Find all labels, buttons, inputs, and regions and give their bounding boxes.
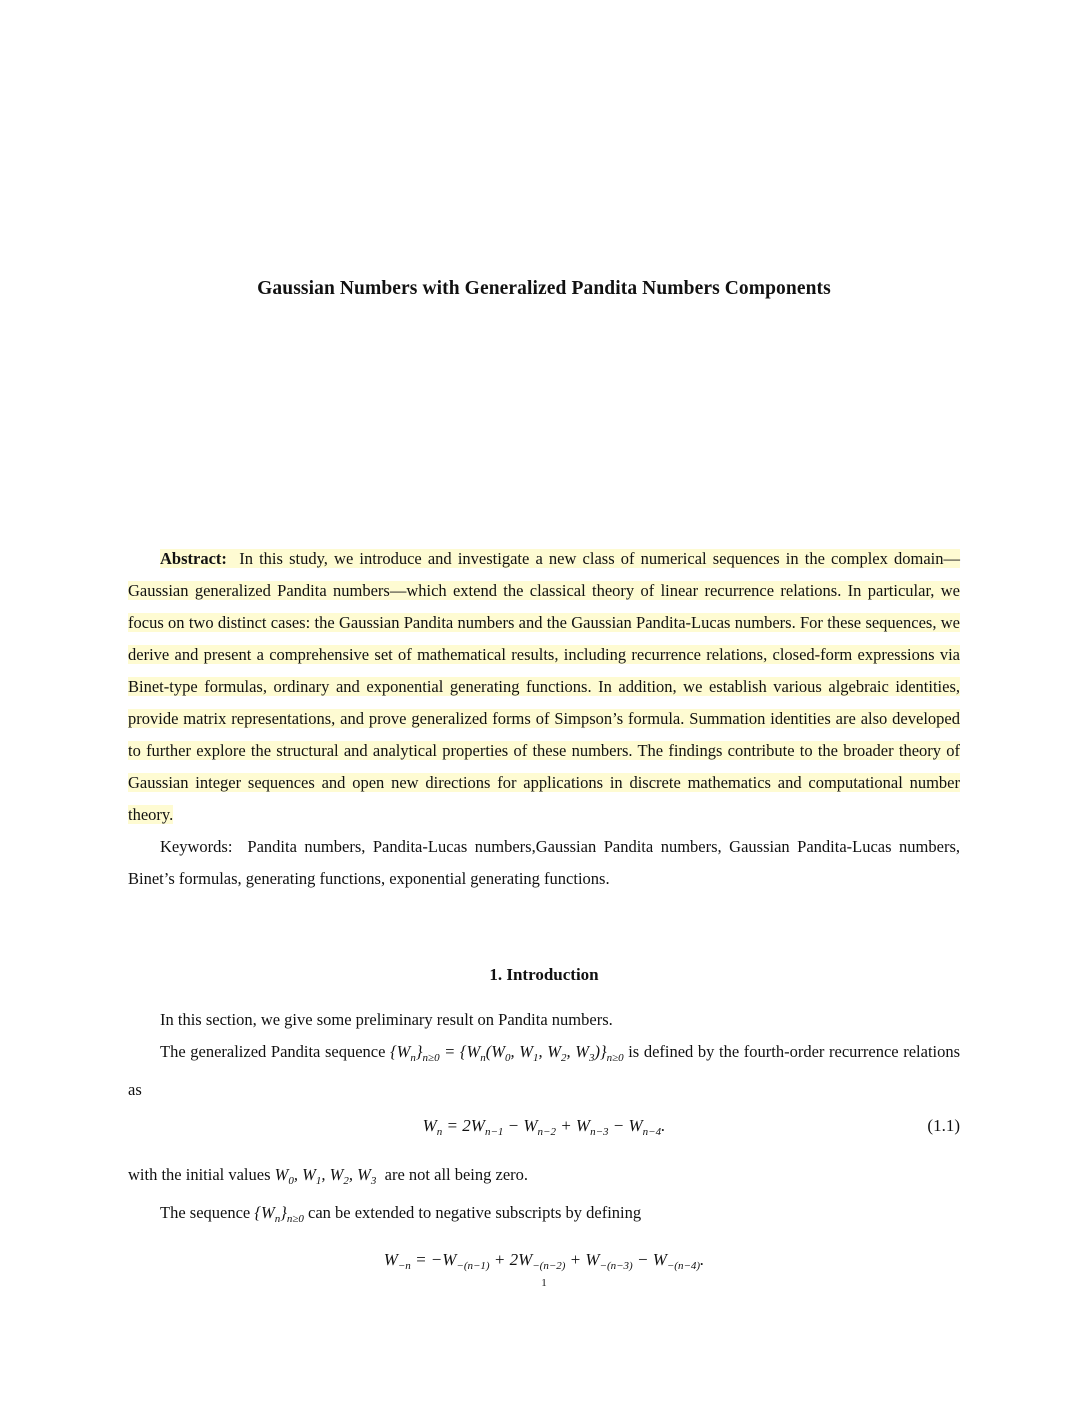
keywords-label: Keywords: (160, 837, 233, 856)
negative-subscripts-paragraph: The sequence $\{W_n\}_{n\ge 0}$ can be extended to negative subscripts by defining (160, 1203, 642, 1225)
equation-negative-body: $W_{-n} = -W_{-(n-1)} + 2W_{-(n-2)} + W_{-(n-3)} - W_{-(n-4)}$. (383, 1250, 705, 1272)
intro-paragraph-1: In this section, we give some preliminary result on Pandita numbers. (160, 1010, 613, 1029)
keywords-text: Pandita numbers, Pandita-Lucas numbers,Gaussian Pandita numbers, Gaussian Pandita-Lucas numbers, Binet’s formulas, generating functions, exponential generating functions. (128, 837, 960, 888)
abstract-paragraph (128, 543, 960, 831)
intro-paragraph-2: The generalized Pandita sequence $\{W_n\}_{n\ge 0} = \{W_n(W_0$, $W_1$, $W_2$, $W_3)\}_{n\ge 0}$ is defined by the fourth-order recurrence relations as (128, 1042, 961, 1099)
initial-values-paragraph: with the initial values $W_0$, $W_1$, $W_2$, $W_3$ are not all being zero. (128, 1165, 529, 1187)
equation-1-1 (128, 1116, 960, 1138)
section-heading-introduction: 1. Introduction (489, 965, 599, 984)
introduction-block (128, 1004, 960, 1106)
after-equation-block (128, 1159, 960, 1235)
page-number: 1 (541, 1277, 547, 1289)
sequence-notation: $\{W_n\}_{n\ge 0} = \{W_n(W_0$, $W_1$, $W_2$, $W_3)\}_{n\ge 0}$ (390, 1042, 624, 1064)
equation-negative (128, 1250, 960, 1272)
abstract-label: Abstract: (160, 549, 227, 568)
abstract-block (128, 543, 960, 895)
equation-1-1-body: $W_n = 2W_{n-1} - W_{n-2} + W_{n-3} - W_{n-4}$. (422, 1116, 666, 1138)
equation-number: (1.1) (927, 1116, 960, 1135)
keywords-paragraph (128, 831, 960, 895)
abstract-text: In this study, we introduce and investigate a new class of numerical sequences in the complex domain—Gaussian generalized Pandita numbers—which extend the classical theory of linear recurrence relations. In particular, we focus on two distinct cases: the Gaussian Pandita numbers and the Gaussian Pandita-Lucas numbers. For these sequences, we derive and present a comprehensive set of mathematical results, including recurrence relations, closed-form expressions via Binet-type formulas, ordinary and exponential generating functions. In addition, we establish various algebraic identities, provide matrix representations, and prove generalized forms of Simpson’s formula. Summation identities are also developed to further explore the structural and analytical properties of these numbers. The findings contribute to the broader theory of Gaussian integer sequences and open new directions for applications in discrete mathematics and computational number theory. (128, 549, 961, 824)
paper-title: Gaussian Numbers with Generalized Pandita Numbers Components (257, 278, 831, 299)
